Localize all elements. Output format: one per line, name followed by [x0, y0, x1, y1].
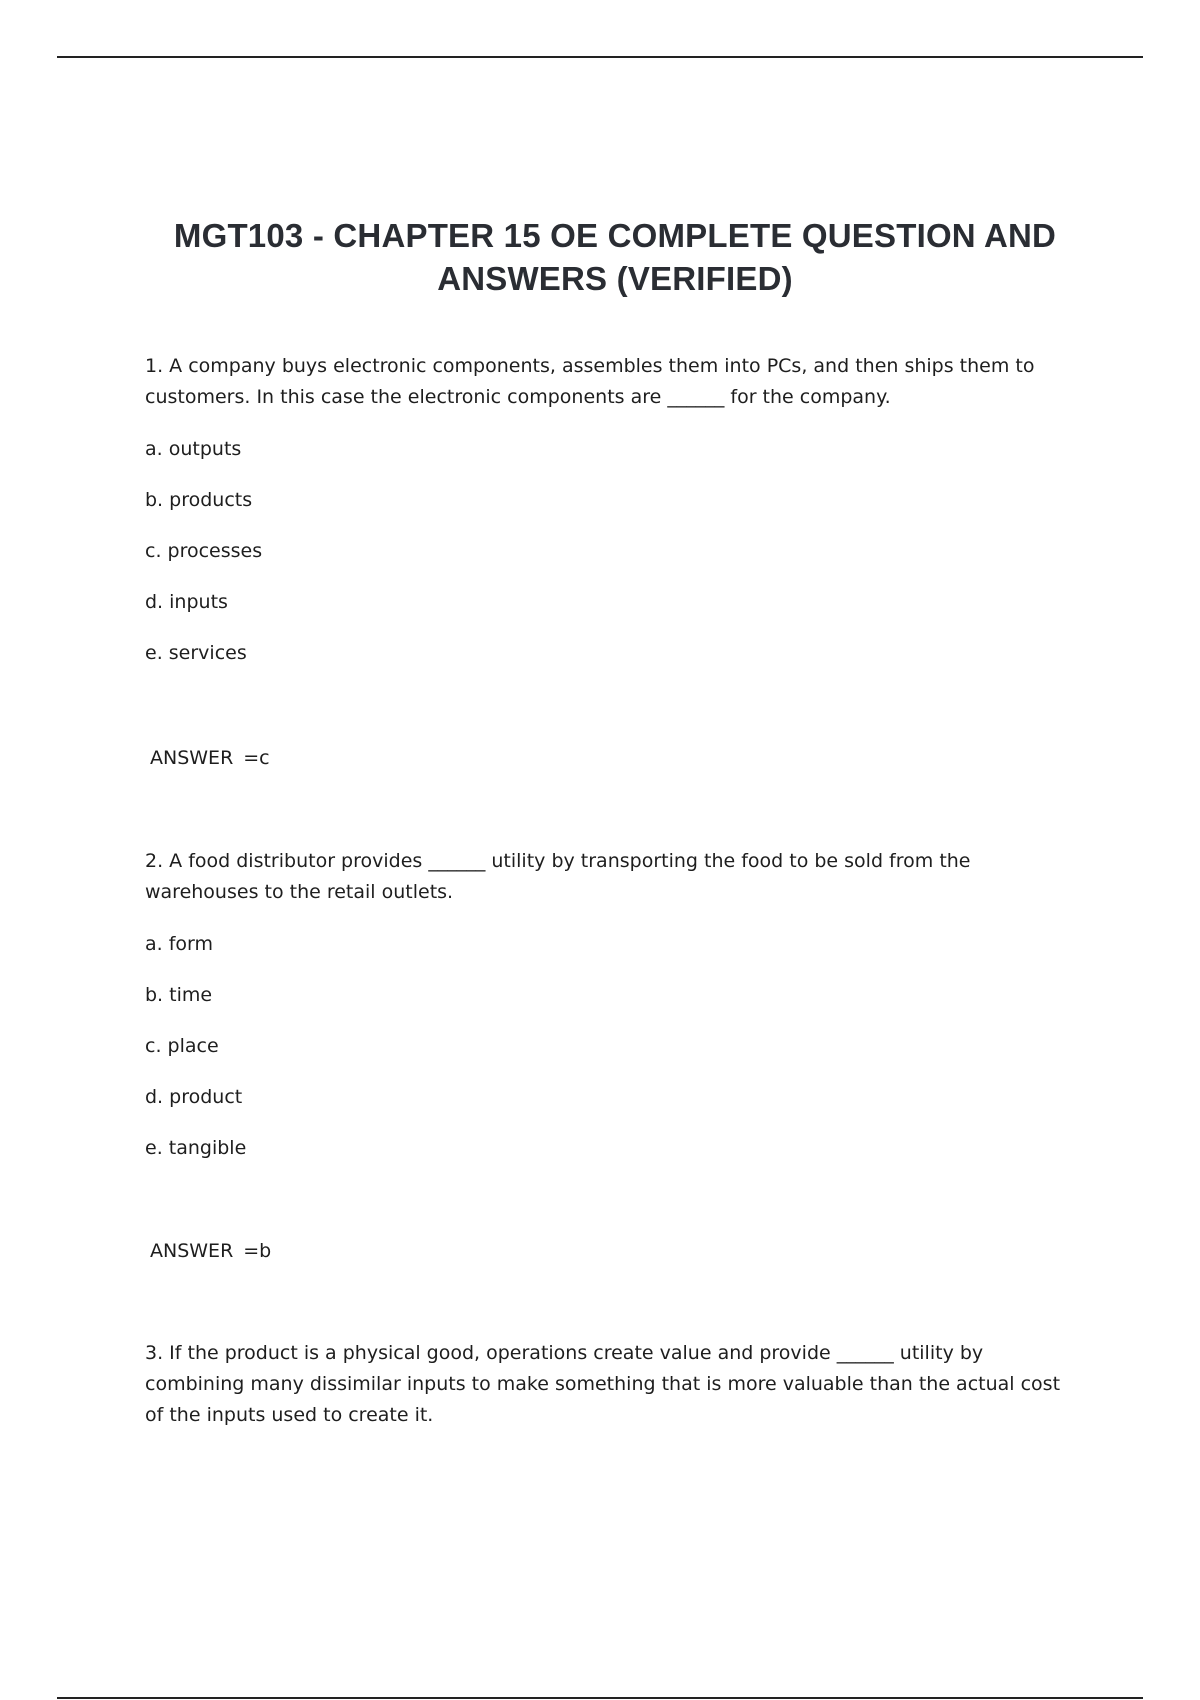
- answer-2: [150, 1239, 271, 1263]
- answer-label: ANSWER: [150, 747, 234, 769]
- question-3: [145, 1338, 1080, 1431]
- option-c: c. place: [145, 1035, 219, 1057]
- option-a: a. form: [145, 933, 214, 955]
- option-e: e. tangible: [145, 1137, 247, 1159]
- bottom-rule: [57, 1697, 1143, 1699]
- option-c: c. processes: [145, 540, 263, 562]
- answer-1: [150, 746, 270, 770]
- question-1: [145, 351, 1080, 665]
- question-2: [145, 846, 1080, 1160]
- question-text: 1. A company buys electronic components, assembles them into PCs, and then ships them to customers. In this case the electronic components are ______ for the company.: [145, 355, 1035, 408]
- question-text: 3. If the product is a physical good, operations create value and provide ______ utility by combining many dissimilar inputs to make something that is more valuable than the actual cost of the inputs used to create it.: [145, 1342, 1061, 1426]
- answer-value: =c: [243, 747, 270, 769]
- document-title: MGT103 - CHAPTER 15 OE COMPLETE QUESTION AND ANSWERS (VERIFIED): [173, 217, 1057, 298]
- option-b: b. time: [145, 984, 213, 1006]
- options-list: [145, 437, 1080, 665]
- option-d: d. inputs: [145, 591, 228, 613]
- answer-value: =b: [243, 1240, 272, 1262]
- option-e: e. services: [145, 642, 247, 664]
- question-text: 2. A food distributor provides ______ utility by transporting the food to be sold from the warehouses to the retail outlets.: [145, 850, 971, 903]
- option-a: a. outputs: [145, 438, 242, 460]
- option-b: b. products: [145, 489, 253, 511]
- option-d: d. product: [145, 1086, 243, 1108]
- options-list: [145, 932, 1080, 1160]
- answer-label: ANSWER: [150, 1240, 234, 1262]
- top-rule: [57, 56, 1143, 58]
